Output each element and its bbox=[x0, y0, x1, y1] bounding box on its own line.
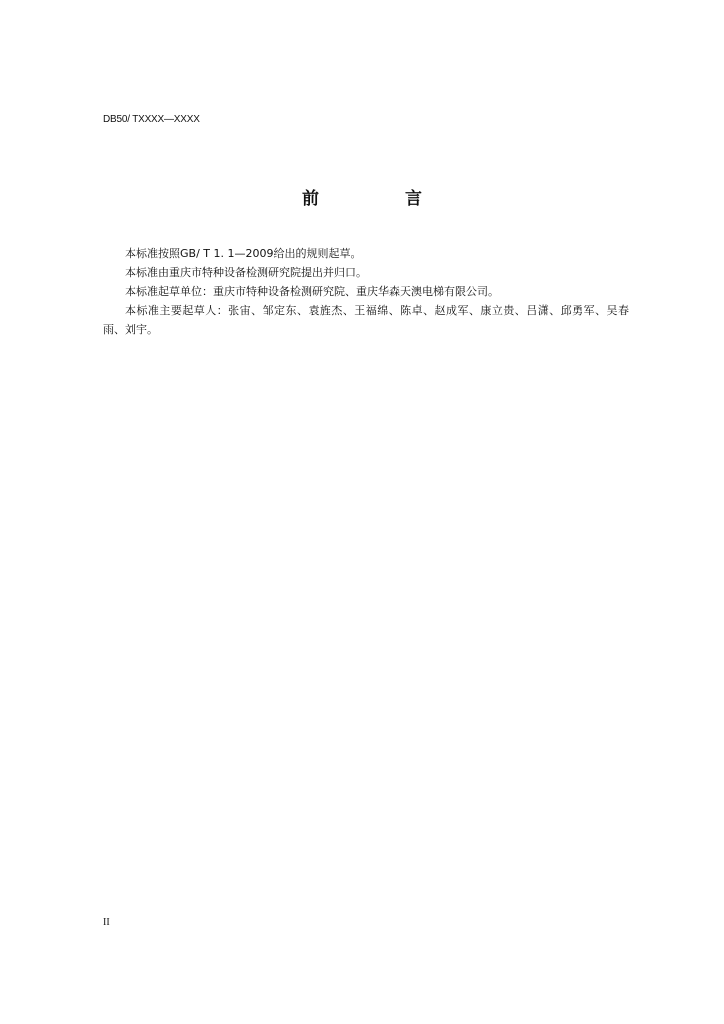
paragraph-drafting-units: 本标准起草单位：重庆市特种设备检测研究院、重庆华森天澳电梯有限公司。 bbox=[125, 285, 499, 298]
paragraph-drafters: 本标准主要起草人：张宙、邹定东、袁旌杰、王福绵、陈卓、赵成军、康立贵、吕潇、邱勇军、吴春雨、刘宇。 bbox=[103, 304, 629, 336]
page-title: 前 言 bbox=[302, 189, 462, 209]
page-number: II bbox=[103, 917, 110, 928]
paragraph-drafting-rules: 本标准按照GB/ T 1. 1—2009给出的规则起草。 bbox=[125, 247, 362, 260]
standard-code-header: DB50/ TXXXX—XXXX bbox=[103, 114, 200, 125]
paragraph-proposer: 本标准由重庆市特种设备检测研究院提出并归口。 bbox=[125, 266, 367, 279]
foreword-body bbox=[103, 244, 629, 339]
